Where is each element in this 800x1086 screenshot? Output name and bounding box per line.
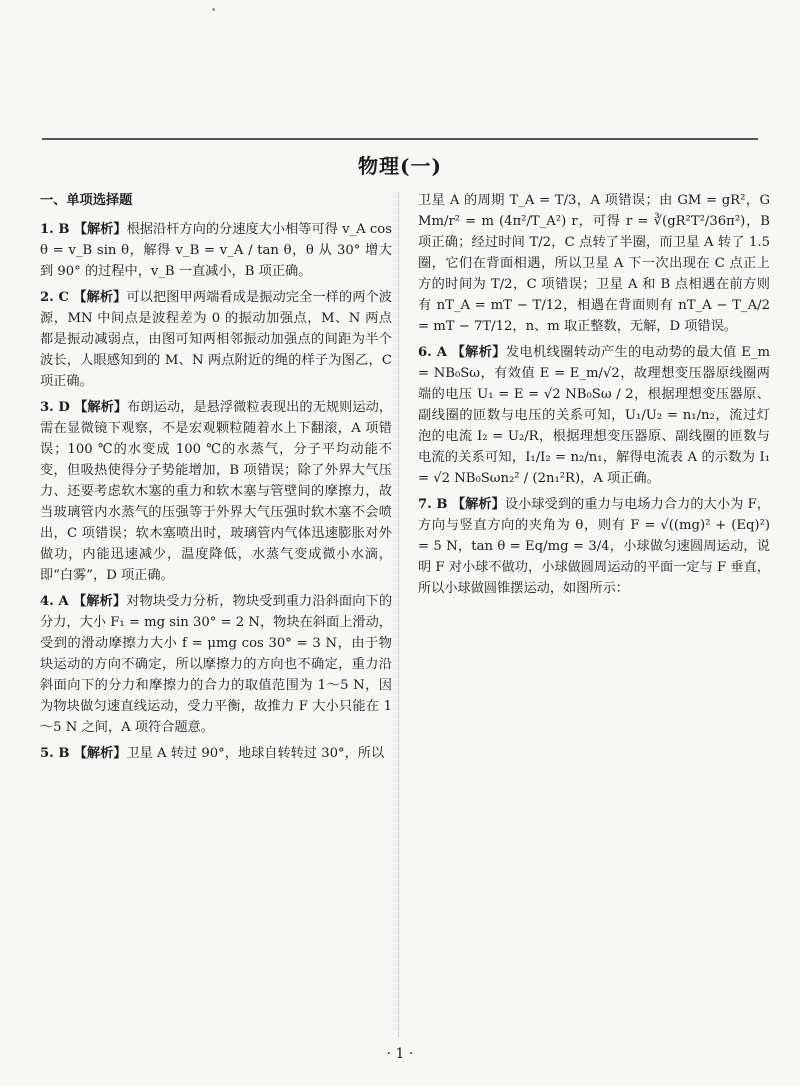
column-divider <box>398 192 400 1037</box>
answer-number: 5. B <box>40 746 70 761</box>
answer-text: 卫星 A 的周期 T_A = T/3，A 项错误；由 GM = gR²，G Mm/r² = m (4π²/T_A²) r，可得 r = ∛(gR²T²/36π²)，B 项正确；经过时间 T/2，C 点转了半圈，而卫星 A 转了 1.5 圈，它们在背面相遇，所以卫星 A 下一次出现在 C 点正上方的时间为 T/2，C 项错误；卫星 A 和 B 点相遇在前方则有 nT_A = mT − T/12，相遇在背面则有 nT_A − T_A/2 = mT − 7T/12，n、m 取正整数，无解，D 项错误。 <box>418 193 770 334</box>
analysis-tag: 【解析】 <box>73 222 127 237</box>
header-rule <box>42 138 758 140</box>
answer-text: 设小球受到的重力与电场力合力的大小为 F，方向与竖直方向的夹角为 θ，则有 F = √((mg)² + (Eq)²) = 5 N，tan θ = Eq/mg = 3/4，小球做匀速圆周运动，说明 F 对小球不做功，小球做圆周运动的平面一定与 F 垂直，所以小球做圆锥摆运动，如图所示： <box>418 497 770 596</box>
answer-text: 发电机线圈转动产生的电动势的最大值 E_m = NB₀Sω，有效值 E = E_m/√2，故理想变压器原线圈两端的电压 U₁ = E = √2 NB₀Sω / 2，根据理想变压器原、副线圈的匝数与电压的关系可知，U₁/U₂ = n₁/n₂，流过灯泡的电流 I₂ = U₂/R，根据理想变压器原、副线圈的匝数与电流的关系可知，I₁/I₂ = n₂/n₁，解得电流表 A 的示数为 I₁ = √2 NB₀Sωn₂² / (2n₁²R)，A 项正确。 <box>418 345 771 486</box>
page-number: · 1 · <box>386 1046 414 1062</box>
answer-text: 卫星 A 转过 90°，地球自转转过 30°，所以 <box>126 746 385 761</box>
answer-q4 <box>40 591 392 738</box>
page-title: 物理(一) <box>358 154 442 178</box>
answer-number: 1. B <box>40 222 70 237</box>
answer-text: 根据沿杆方向的分速度大小相等可得 v_A cos θ = v_B sin θ，解得 v_B = v_A / tan θ，θ 从 30° 增大到 90° 的过程中，v_B 一直减小，B 项正确。 <box>40 222 392 279</box>
answer-number: 7. B <box>418 497 448 512</box>
answer-text: 对物块受力分析，物块受到重力沿斜面向下的分力，大小 F₁ = mg sin 30° = 2 N，物块在斜面上滑动，受到的滑动摩擦力大小 f = μmg cos 30° = 3 N，由于物块运动的方向不确定，所以摩擦力的方向也不确定，重力沿斜面向下的分力和摩擦力的合力的取值范围为 1～5 N，因为物块做匀速直线运动，受力平衡，故推力 F 大小只能在 1～5 N 之间，A 项符合题意。 <box>40 594 393 735</box>
top-mark <box>212 8 215 11</box>
analysis-tag: 【解析】 <box>73 746 127 761</box>
answer-q3 <box>40 397 392 586</box>
analysis-tag: 【解析】 <box>73 594 127 609</box>
answer-q1 <box>40 219 392 282</box>
analysis-tag: 【解析】 <box>451 497 505 512</box>
answer-number: 6. A <box>418 345 447 360</box>
right-column <box>418 190 770 604</box>
answer-text: 布朗运动，是悬浮微粒表现出的无规则运动，需在显微镜下观察，不是宏观颗粒随着水上下翻滚，A 项错误；100 ℃的水变成 100 ℃的水蒸气，分子平均动能不变，但吸热使得分子势能增加，B 项错误；除了外界大气压力、还要考虑软木塞的重力和软木塞与管壁间的摩擦力，故当玻璃管内水蒸气的压强等于外界大气压强时软木塞不会喷出，C 项错误；软木塞喷出时，玻璃管内气体迅速膨胀对外做功，内能迅速减少，温度降低，水蒸气变成微小水滴，即“白雾”，D 项正确。 <box>40 400 393 583</box>
answer-q7 <box>418 494 770 599</box>
answer-number: 4. A <box>40 594 69 609</box>
answer-q6 <box>418 342 770 489</box>
answer-text: 可以把图甲两端看成是振动完全一样的两个波源，MN 中间点是波程差为 0 的振动加强点，M、N 两点都是振动减弱点，由图可知两相邻振动加强点的间距为半个波长，人眼感知到的 M、N 两点附近的绳的样子为图乙，C 项正确。 <box>40 290 392 389</box>
section-heading: 一、单项选择题 <box>40 193 133 208</box>
analysis-tag: 【解析】 <box>73 290 127 305</box>
answer-q5 <box>40 743 392 764</box>
analysis-tag: 【解析】 <box>74 400 128 415</box>
answer-number: 3. D <box>40 400 70 415</box>
left-column <box>40 190 392 769</box>
answer-number: 2. C <box>40 290 69 305</box>
analysis-tag: 【解析】 <box>451 345 506 360</box>
answer-q2 <box>40 287 392 392</box>
answer-q5c <box>418 190 770 337</box>
